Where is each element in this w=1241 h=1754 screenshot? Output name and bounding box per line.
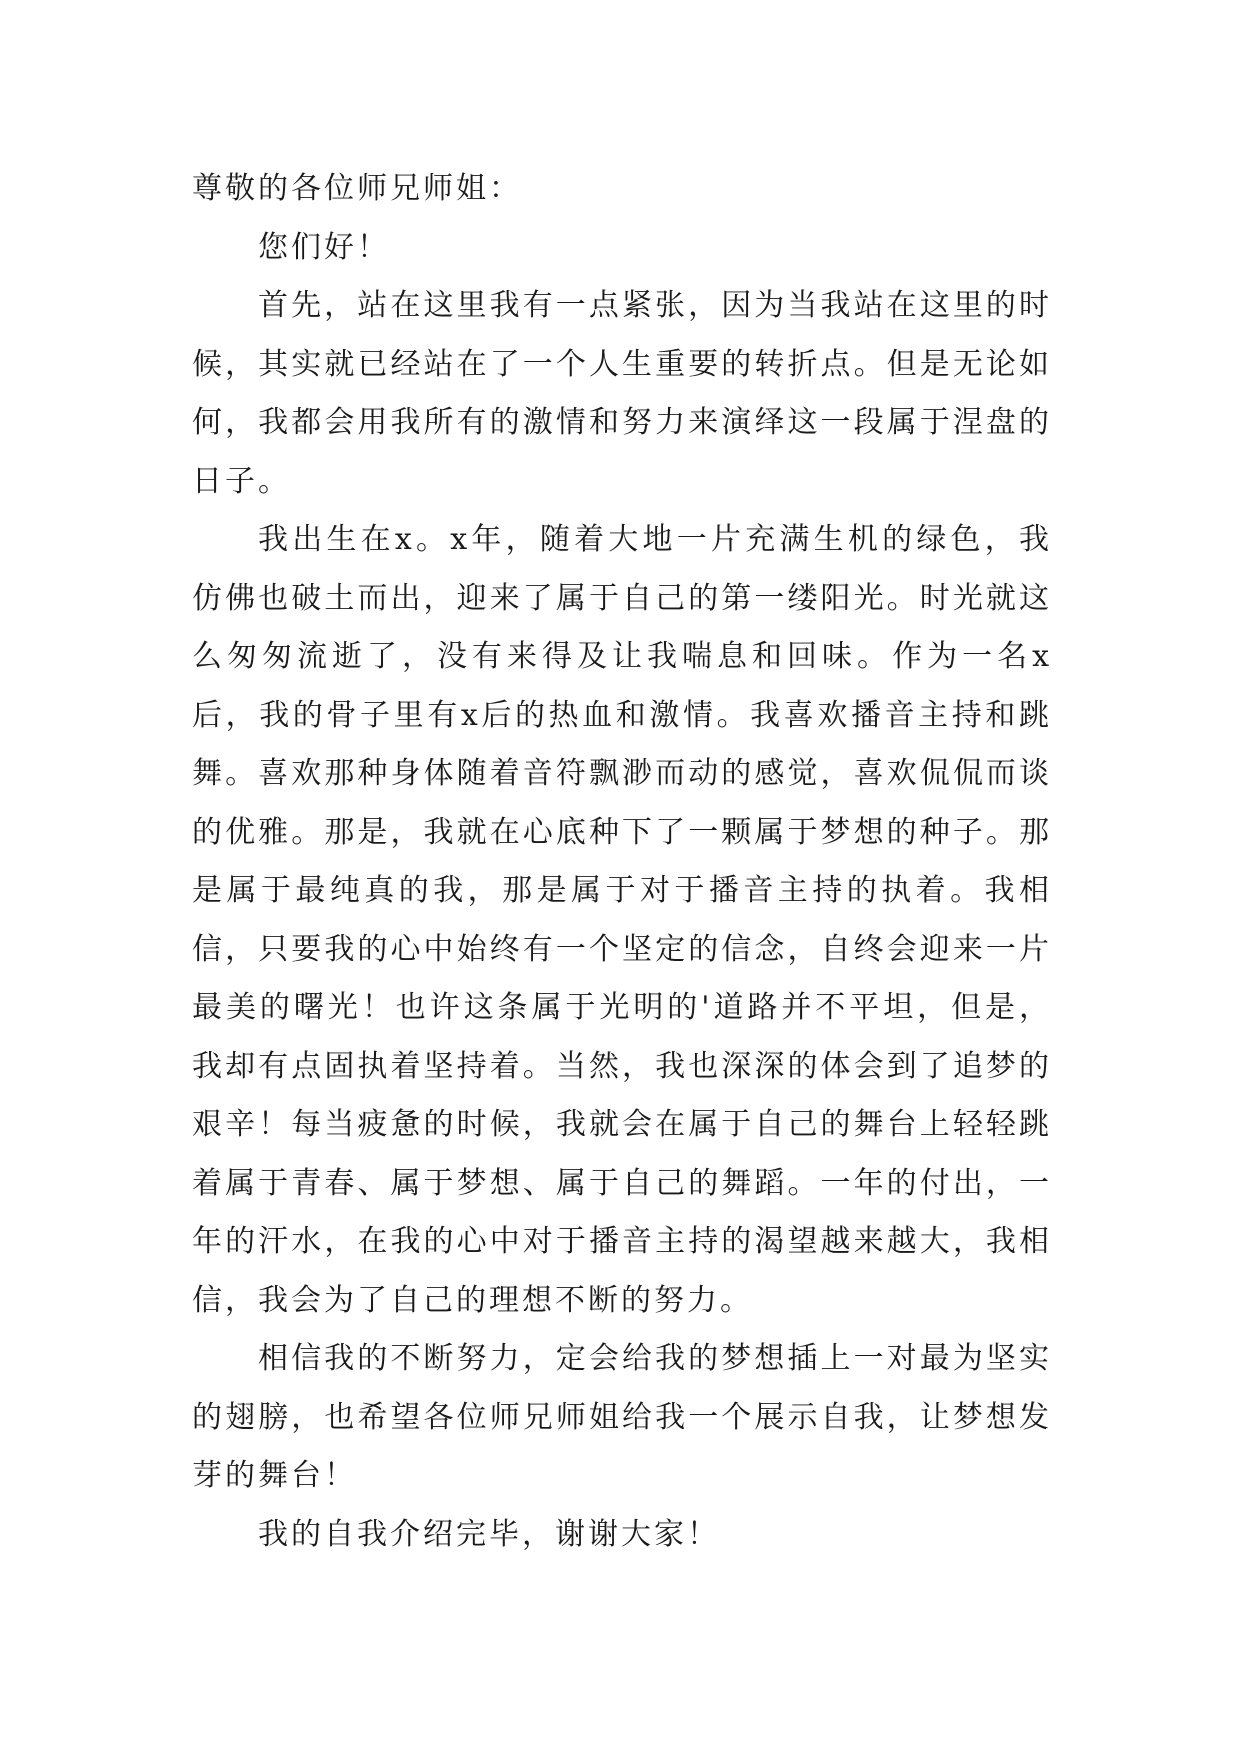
paragraph-hope: 相信我的不断努力，定会给我的梦想插上一对最为坚实的翅膀，也希望各位师兄师姐给我一个展示自我，让梦想发芽的舞台！: [192, 1341, 1052, 1493]
salutation: 尊敬的各位师兄师姐：: [192, 171, 522, 206]
paragraph-closing: 我的自我介绍完毕，谢谢大家！: [258, 1516, 720, 1552]
paragraph-background: 我出生在x。x年，随着大地一片充满生机的绿色，我仿佛也破土而出，迎来了属于自己的第一缕阳光。时光就这么匆匆流逝了，没有来得及让我喘息和回味。作为一名x后，我的骨子里有x后的热血和激情。我喜欢播音主持和跳舞。喜欢那种身体随着音符飘渺而动的感觉，喜欢侃侃而谈的优雅。那是，我就在心底种下了一颗属于梦想的种子。那是属于最纯真的我，那是属于对于播音主持的执着。我相信，只要我的心中始终有一个坚定的信念，自终会迎来一片最美的曙光！也许这条属于光明的'道路并不平坦，但是，我却有点固执着坚持着。当然，我也深深的体会到了追梦的艰辛！每当疲惫的时候，我就会在属于自己的舞台上轻轻跳着属于青春、属于梦想、属于自己的舞蹈。一年的付出，一年的汗水，在我的心中对于播音主持的渴望越来越大，我相信，我会为了自己的理想不断的努力。: [192, 522, 1052, 1318]
document-page: [192, 160, 1052, 1564]
paragraph-opening: 首先，站在这里我有一点紧张，因为当我站在这里的时候，其实就已经站在了一个人生重要的转折点。但是无论如何，我都会用我所有的激情和努力来演绎这一段属于涅盘的日子。: [192, 288, 1052, 499]
paragraph-greeting: 您们好！: [258, 229, 390, 265]
